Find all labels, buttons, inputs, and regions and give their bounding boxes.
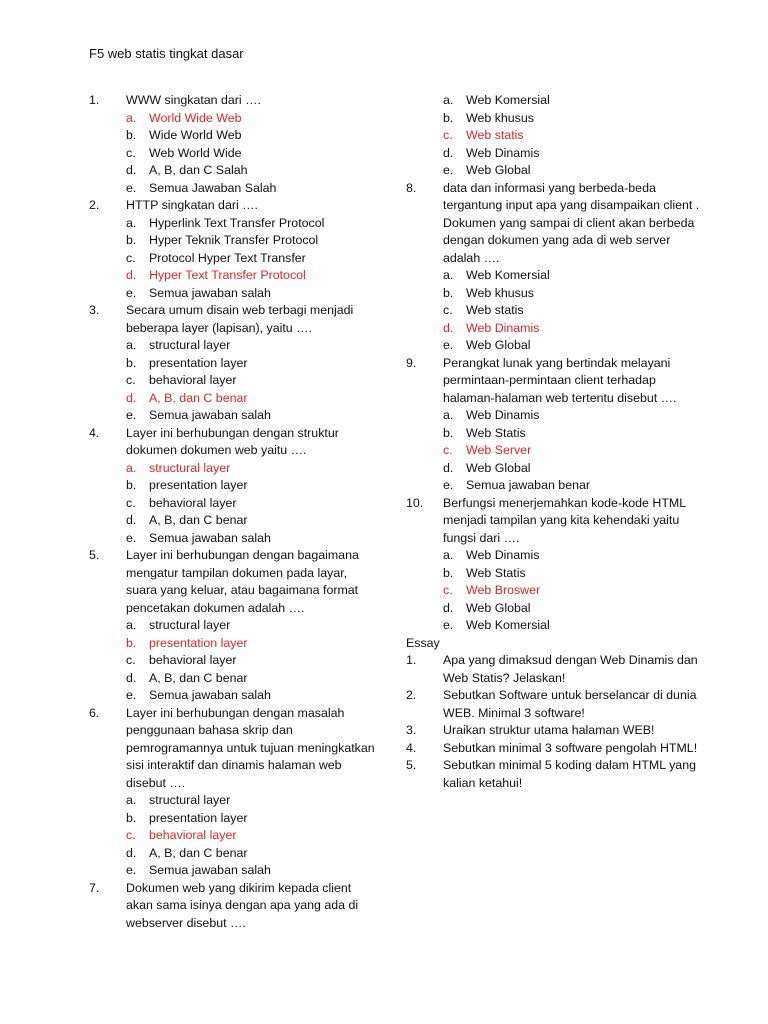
answer-option — [89, 687, 379, 705]
option-text: Hyperlink Text Transfer Protocol — [149, 215, 325, 230]
option-letter: a. — [126, 460, 137, 475]
option-letter: a. — [443, 548, 454, 562]
answer-option — [89, 232, 379, 250]
question-text: Berfungsi menerjemahkan kode-kode HTML menjadi tampilan yang kita kehendaki yaitu fungsi dari …. — [443, 495, 686, 545]
answer-option — [89, 407, 379, 425]
answer-option — [89, 827, 379, 845]
option-letter: b. — [126, 355, 137, 370]
option-text: Web Global — [466, 460, 531, 475]
option-letter: d. — [443, 460, 454, 475]
option-text: A, B, dan C benar — [149, 513, 248, 527]
option-text: Web Global — [466, 600, 531, 615]
question-1 — [89, 92, 379, 197]
answer-option — [406, 302, 706, 320]
essay-item — [406, 652, 706, 687]
option-letter: b. — [126, 810, 137, 825]
option-letter: e. — [126, 285, 137, 300]
option-text: Web khusus — [466, 285, 534, 300]
option-letter: d. — [126, 390, 137, 405]
answer-option — [89, 145, 379, 163]
option-letter: e. — [126, 408, 137, 422]
answer-option — [89, 670, 379, 688]
option-text: Web Dinamis — [466, 145, 540, 160]
answer-option — [406, 407, 706, 425]
answer-option — [89, 250, 379, 268]
option-letter: b. — [443, 285, 454, 300]
right-column — [406, 92, 706, 792]
option-text: Web statis — [466, 303, 524, 317]
option-letter: e. — [443, 618, 454, 632]
option-text: Web khusus — [466, 110, 534, 125]
essay-heading: Essay — [406, 635, 440, 650]
question-text-row — [406, 180, 706, 268]
option-letter: a. — [443, 268, 454, 282]
option-letter: b. — [443, 425, 454, 440]
question-text: Layer ini berhubungan dengan struktur dokumen dokumen web yaitu …. — [126, 425, 339, 457]
option-letter: b. — [126, 478, 137, 492]
option-letter: c. — [443, 583, 453, 597]
essay-text: Sebutkan minimal 3 software pengolah HTML! — [443, 740, 698, 755]
answer-option — [406, 162, 706, 180]
answer-option — [89, 512, 379, 530]
answer-option — [89, 652, 379, 670]
question-9 — [406, 355, 706, 495]
option-text: A, B, dan C benar — [149, 670, 248, 685]
question-2 — [89, 197, 379, 302]
option-letter: a. — [126, 618, 137, 632]
essay-text: Uraikan struktur utama halaman WEB! — [443, 723, 655, 737]
answer-option — [406, 337, 706, 355]
option-text: Web World Wide — [149, 145, 242, 160]
answer-option — [406, 460, 706, 478]
option-text: Semua jawaban salah — [149, 408, 271, 422]
answer-option — [406, 565, 706, 583]
answer-option — [89, 460, 379, 478]
essay-item — [406, 722, 706, 740]
option-text: presentation layer — [149, 635, 248, 650]
essay-text: Sebutkan minimal 5 koding dalam HTML yang kalian ketahui! — [443, 758, 696, 790]
answer-option — [89, 180, 379, 198]
essay-text: Sebutkan Software untuk berselancar di dunia WEB. Minimal 3 software! — [443, 688, 697, 720]
essay-number: 2. — [406, 688, 417, 702]
answer-option — [406, 477, 706, 495]
essay-section — [406, 635, 706, 793]
answer-option — [89, 810, 379, 828]
option-letter: e. — [126, 530, 137, 545]
option-letter: c. — [126, 373, 136, 387]
option-letter: d. — [126, 845, 137, 860]
question-text: data dan informasi yang berbeda-beda tergantung input apa yang disampaikan client . Dokumen yang sampai di client akan berbeda dengan dokumen yang ada di web server adalah …. — [443, 180, 700, 265]
question-text: Layer ini berhubungan dengan bagaimana mengatur tampilan dokumen pada layar, suara yang keluar, atau bagaimana format pencetakan dokumen adalah …. — [126, 548, 359, 615]
option-letter: e. — [126, 688, 137, 702]
answer-option — [406, 320, 706, 338]
option-text: Semua jawaban salah — [149, 285, 271, 300]
answer-option — [89, 285, 379, 303]
question-text: Dokumen web yang dikirim kepada client akan sama isinya dengan apa yang ada di webserver disebut …. — [126, 880, 359, 930]
question-text-row — [89, 302, 379, 337]
option-letter: d. — [443, 320, 454, 335]
option-text: presentation layer — [149, 355, 248, 370]
option-letter: c. — [126, 828, 136, 842]
answer-option — [89, 390, 379, 408]
answer-option — [406, 285, 706, 303]
question-text: HTTP singkatan dari …. — [126, 198, 258, 212]
answer-option — [89, 110, 379, 128]
option-letter: b. — [126, 128, 137, 142]
question-text-row — [89, 705, 379, 793]
option-letter: b. — [443, 110, 454, 125]
option-text: presentation layer — [149, 810, 248, 825]
option-letter: b. — [443, 565, 454, 580]
option-letter: d. — [126, 268, 137, 282]
option-letter: e. — [126, 180, 137, 195]
option-text: Web Dinamis — [466, 408, 540, 422]
question-number: 8. — [406, 180, 417, 195]
option-letter: d. — [126, 670, 137, 685]
option-text: structural layer — [149, 338, 231, 352]
option-letter: e. — [443, 478, 454, 492]
option-text: Protocol Hyper Text Transfer — [149, 250, 306, 265]
option-letter: b. — [126, 233, 137, 247]
question-7-options — [406, 92, 706, 180]
option-text: Web Komersial — [466, 93, 550, 107]
answer-option — [406, 582, 706, 600]
answer-option — [406, 425, 706, 443]
left-column — [89, 92, 379, 932]
answer-option — [89, 495, 379, 513]
option-text: Hyper Text Transfer Protocol — [149, 268, 306, 282]
answer-option — [89, 372, 379, 390]
question-10 — [406, 495, 706, 635]
answer-option — [89, 477, 379, 495]
question-number: 3. — [89, 303, 100, 317]
essay-number: 4. — [406, 740, 417, 755]
option-text: World Wide Web — [149, 110, 242, 125]
question-number: 5. — [89, 548, 100, 562]
question-number: 4. — [89, 425, 100, 440]
answer-option — [89, 162, 379, 180]
answer-option — [89, 845, 379, 863]
answer-option — [406, 442, 706, 460]
option-text: structural layer — [149, 460, 231, 475]
option-letter: a. — [443, 408, 454, 422]
question-text-row — [89, 547, 379, 617]
question-text: Secara umum disain web terbagi menjadi beberapa layer (lapisan), yaitu …. — [126, 303, 354, 335]
essay-number: 1. — [406, 653, 417, 667]
option-letter: a. — [126, 793, 137, 807]
option-text: Web Server — [466, 443, 532, 457]
option-text: behavioral layer — [149, 373, 237, 387]
option-letter: e. — [126, 863, 137, 877]
question-6 — [89, 705, 379, 880]
option-text: Hyper Teknik Transfer Protocol — [149, 233, 319, 247]
option-text: behavioral layer — [149, 828, 237, 842]
option-letter: c. — [126, 495, 136, 510]
answer-option — [89, 862, 379, 880]
question-text-row — [89, 880, 379, 933]
answer-option — [406, 617, 706, 635]
question-number: 2. — [89, 198, 100, 212]
option-text: Semua jawaban benar — [466, 478, 590, 492]
option-letter: a. — [443, 93, 454, 107]
option-letter: a. — [126, 110, 137, 125]
question-5 — [89, 547, 379, 705]
question-number: 7. — [89, 880, 100, 895]
option-text: A, B, dan C Salah — [149, 163, 248, 177]
option-text: A, B, dan C benar — [149, 845, 248, 860]
question-text-row — [89, 197, 379, 215]
answer-option — [406, 547, 706, 565]
answer-option — [406, 92, 706, 110]
answer-option — [406, 600, 706, 618]
option-letter: b. — [126, 635, 137, 650]
answer-option — [89, 215, 379, 233]
question-number: 1. — [89, 93, 100, 107]
option-letter: d. — [126, 163, 137, 177]
question-text: Layer ini berhubungan dengan masalah penggunaan bahasa skrip dan pemrogramannya untuk tujuan meningkatkan sisi interaktif dan dinamis halaman web disebut …. — [126, 705, 375, 790]
answer-option — [89, 127, 379, 145]
option-text: Web statis — [466, 128, 524, 142]
option-text: structural layer — [149, 618, 231, 632]
option-letter: c. — [126, 145, 136, 160]
question-text-row — [406, 355, 706, 408]
essay-text: Apa yang dimaksud dengan Web Dinamis dan Web Statis? Jelaskan! — [443, 653, 698, 685]
answer-option — [89, 267, 379, 285]
question-number: 10. — [406, 495, 424, 510]
option-text: Wide World Web — [149, 128, 242, 142]
essay-item — [406, 757, 706, 792]
option-letter: e. — [443, 338, 454, 352]
question-7 — [89, 880, 379, 933]
option-letter: c. — [443, 303, 453, 317]
option-letter: d. — [443, 600, 454, 615]
question-text: Perangkat lunak yang bertindak melayani permintaan-permintaan client terhadap halaman-halaman web tertentu disebut …. — [443, 355, 677, 405]
option-letter: e. — [443, 163, 454, 177]
option-letter: c. — [443, 128, 453, 142]
option-letter: c. — [443, 443, 453, 457]
answer-option — [89, 530, 379, 548]
option-text: behavioral layer — [149, 653, 237, 667]
option-text: Web Dinamis — [466, 548, 540, 562]
answer-option — [406, 127, 706, 145]
question-8 — [406, 180, 706, 355]
option-text: Web Statis — [466, 565, 526, 580]
option-letter: c. — [126, 653, 136, 667]
answer-option — [406, 110, 706, 128]
option-text: Web Global — [466, 163, 531, 177]
question-text-row — [406, 495, 706, 548]
answer-option — [89, 617, 379, 635]
option-letter: a. — [126, 338, 137, 352]
question-text-row — [89, 425, 379, 460]
essay-number: 5. — [406, 758, 417, 772]
option-text: Web Komersial — [466, 618, 550, 632]
option-text: behavioral layer — [149, 495, 237, 510]
option-text: Semua jawaban salah — [149, 530, 271, 545]
question-number: 6. — [89, 705, 100, 720]
option-text: Web Broswer — [466, 583, 541, 597]
essay-number: 3. — [406, 723, 417, 737]
answer-option — [89, 635, 379, 653]
question-text-row — [89, 92, 379, 110]
answer-option — [406, 267, 706, 285]
option-letter: c. — [126, 250, 136, 265]
answer-option — [89, 355, 379, 373]
option-text: Semua Jawaban Salah — [149, 180, 277, 195]
option-text: structural layer — [149, 793, 231, 807]
option-text: Web Statis — [466, 425, 526, 440]
option-text: Semua jawaban salah — [149, 863, 271, 877]
option-text: Semua jawaban salah — [149, 688, 271, 702]
document-title: F5 web statis tingkat dasar — [89, 46, 244, 61]
option-text: Web Global — [466, 338, 531, 352]
option-letter: d. — [443, 145, 454, 160]
question-number: 9. — [406, 355, 417, 370]
option-text: Web Dinamis — [466, 320, 540, 335]
option-letter: d. — [126, 513, 137, 527]
option-text: A, B, dan C benar — [149, 390, 248, 405]
answer-option — [406, 145, 706, 163]
answer-option — [89, 792, 379, 810]
question-4 — [89, 425, 379, 548]
question-3 — [89, 302, 379, 425]
essay-item — [406, 687, 706, 722]
answer-option — [89, 337, 379, 355]
option-text: Web Komersial — [466, 268, 550, 282]
essay-item — [406, 740, 706, 758]
option-letter: a. — [126, 215, 137, 230]
question-text: WWW singkatan dari …. — [126, 93, 261, 107]
option-text: presentation layer — [149, 478, 248, 492]
